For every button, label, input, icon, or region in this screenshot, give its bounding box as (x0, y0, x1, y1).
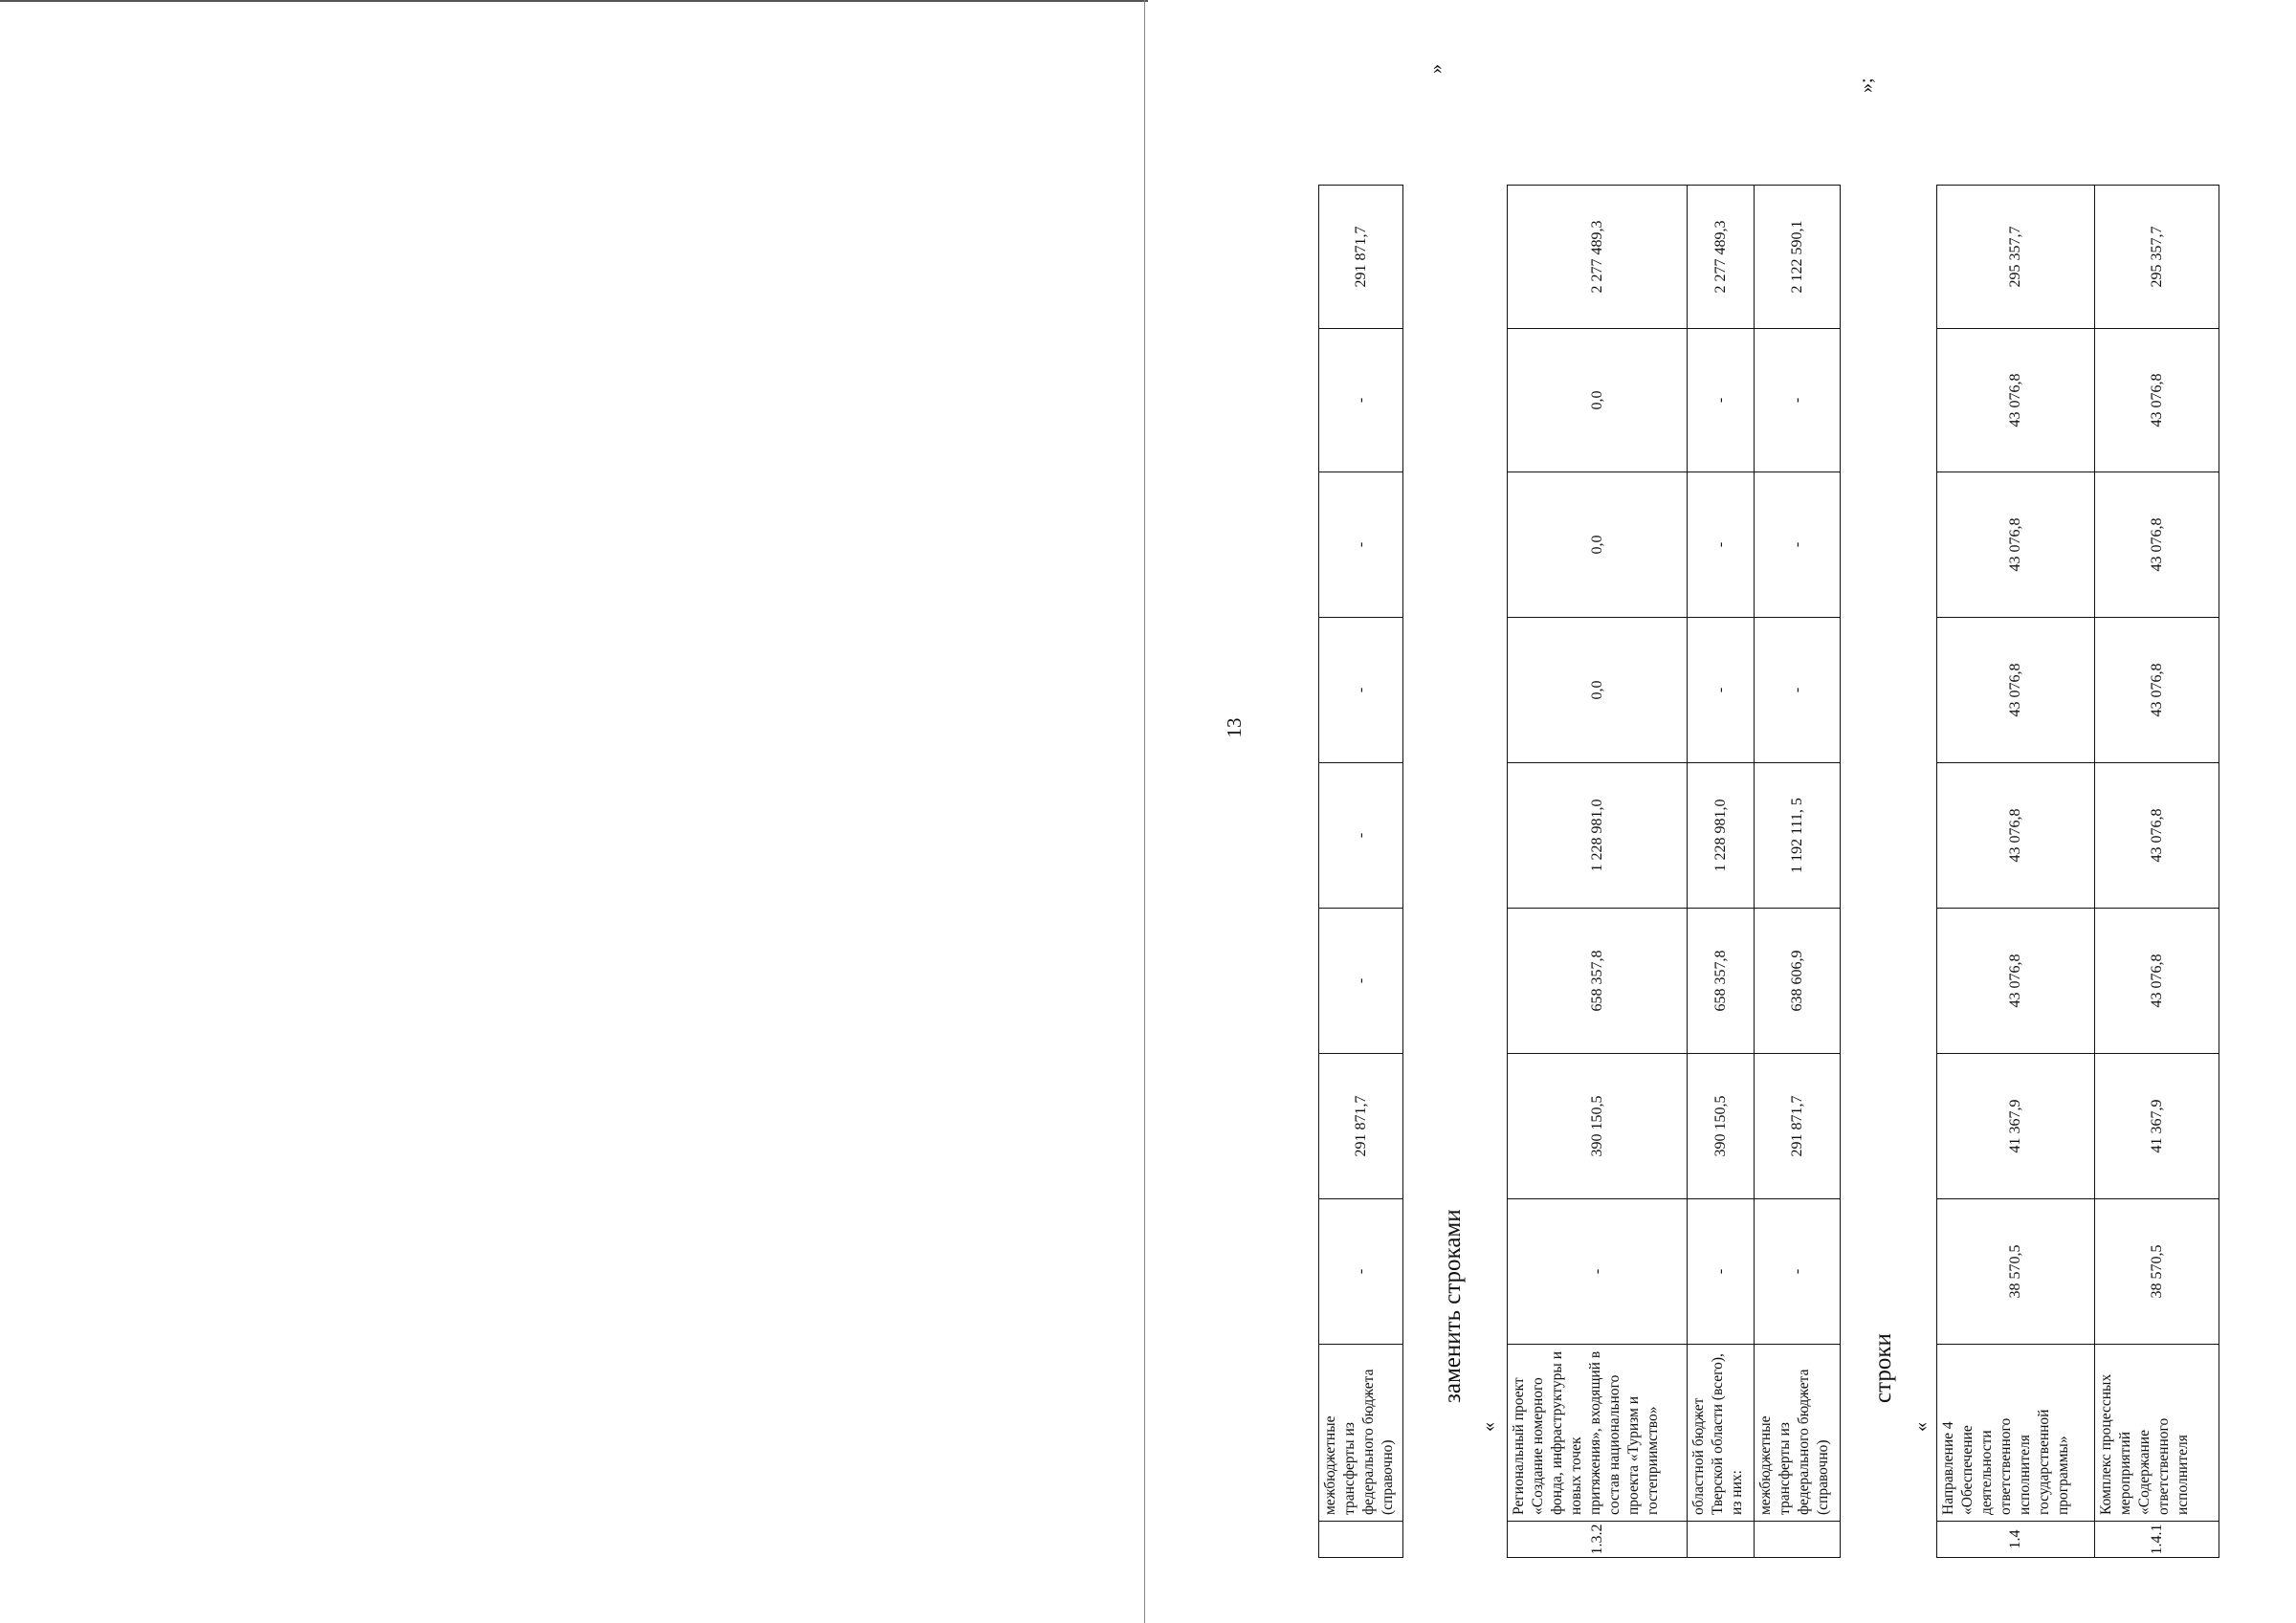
value-cell: 390 150,5 (1508, 1054, 1688, 1199)
row-code: 1.3.2 (1508, 1522, 1688, 1558)
row-label: межбюджетные трансферты из федерального бюджета (справочно) (1755, 1345, 1841, 1522)
value-cell: - (1688, 618, 1755, 763)
value-cell: - (1688, 329, 1755, 472)
value-cell: 1 192 111, 5 (1755, 763, 1841, 909)
value-cell: - (1319, 909, 1403, 1054)
value-cell: 41 367,9 (2095, 1054, 2219, 1199)
value-cell: 43 076,8 (2095, 472, 2219, 618)
row-label: Региональный проект «Создание номерного фонда, инфраструктуры и новых точек притяжения», входящий в состав национального проекта «Туризм и гостеприимство» (1508, 1345, 1688, 1522)
budget-table-replacement (1507, 185, 1841, 1558)
value-cell: - (1755, 1199, 1841, 1345)
budget-table-original (1936, 185, 2219, 1558)
value-cell: - (1755, 618, 1841, 763)
table-row (1508, 186, 1688, 1558)
value-cell: 38 570,5 (1937, 1199, 2095, 1345)
value-cell: - (1688, 472, 1755, 618)
closing-quote: »; (1856, 77, 1877, 93)
value-cell: 43 076,8 (1937, 329, 2095, 472)
table-row (1937, 186, 2095, 1558)
value-cell: - (1319, 1199, 1403, 1345)
value-cell: 43 076,8 (2095, 329, 2219, 472)
value-cell: 43 076,8 (1937, 909, 2095, 1054)
value-cell: - (1755, 329, 1841, 472)
value-cell: 390 150,5 (1688, 1054, 1755, 1199)
row-code (1319, 1522, 1403, 1558)
value-cell: 38 570,5 (2095, 1199, 2219, 1345)
value-cell: 658 357,8 (1508, 909, 1688, 1054)
value-cell: 43 076,8 (2095, 909, 2219, 1054)
total-cell: 295 357,7 (2095, 186, 2219, 329)
table-row (1688, 186, 1755, 1558)
value-cell: - (1319, 472, 1403, 618)
closing-quote: » (1425, 64, 1446, 74)
value-cell: 658 357,8 (1688, 909, 1755, 1054)
value-cell: 43 076,8 (1937, 472, 2095, 618)
row-code: 1.4.1 (2095, 1522, 2219, 1558)
opening-quote: « (1910, 1422, 1932, 1432)
total-cell: 295 357,7 (1937, 186, 2095, 329)
scan-edge (1144, 0, 1145, 1623)
value-cell: 0,0 (1508, 329, 1688, 472)
value-cell: 43 076,8 (2095, 763, 2219, 909)
instruction-heading: строки (1870, 1333, 1896, 1403)
value-cell: - (1508, 1199, 1688, 1345)
value-cell: 41 367,9 (1937, 1054, 2095, 1199)
value-cell: 0,0 (1508, 472, 1688, 618)
scan-edge (0, 0, 1148, 2)
landscape-sheet (1148, 0, 2296, 1623)
budget-table-continuation (1318, 185, 1403, 1558)
value-cell: 43 076,8 (2095, 618, 2219, 763)
value-cell: - (1319, 763, 1403, 909)
value-cell: - (1755, 472, 1841, 618)
value-cell: 291 871,7 (1755, 1054, 1841, 1199)
page-number: 13 (1223, 717, 1246, 738)
value-cell: 43 076,8 (1937, 763, 2095, 909)
value-cell: - (1319, 329, 1403, 472)
table-row (2095, 186, 2219, 1558)
value-cell: 638 606,9 (1755, 909, 1841, 1054)
value-cell: 43 076,8 (1937, 618, 2095, 763)
row-label: межбюджетные трансферты из федерального бюджета (справочно) (1319, 1345, 1403, 1522)
table-row (1319, 186, 1403, 1558)
table-row (1755, 186, 1841, 1558)
value-cell: 1 228 981,0 (1688, 763, 1755, 909)
row-label: Комплекс процессных мероприятий «Содержание ответственного исполнителя (2095, 1345, 2219, 1522)
total-cell: 2 277 489,3 (1688, 186, 1755, 329)
row-label: областной бюджет Тверской области (всего), из них: (1688, 1345, 1755, 1522)
value-cell: 291 871,7 (1319, 1054, 1403, 1199)
instruction-heading: заменить строками (1440, 1209, 1466, 1403)
total-cell: 2 122 590,1 (1755, 186, 1841, 329)
row-code (1755, 1522, 1841, 1558)
opening-quote: « (1478, 1422, 1499, 1432)
total-cell: 2 277 489,3 (1508, 186, 1688, 329)
value-cell: - (1688, 1199, 1755, 1345)
row-code: 1.4 (1937, 1522, 2095, 1558)
row-code (1688, 1522, 1755, 1558)
total-cell: 291 871,7 (1319, 186, 1403, 329)
value-cell: - (1319, 618, 1403, 763)
value-cell: 1 228 981,0 (1508, 763, 1688, 909)
value-cell: 0,0 (1508, 618, 1688, 763)
row-label: Направление 4 «Обеспечение деятельности ответственного исполнителя государственной программы» (1937, 1345, 2095, 1522)
